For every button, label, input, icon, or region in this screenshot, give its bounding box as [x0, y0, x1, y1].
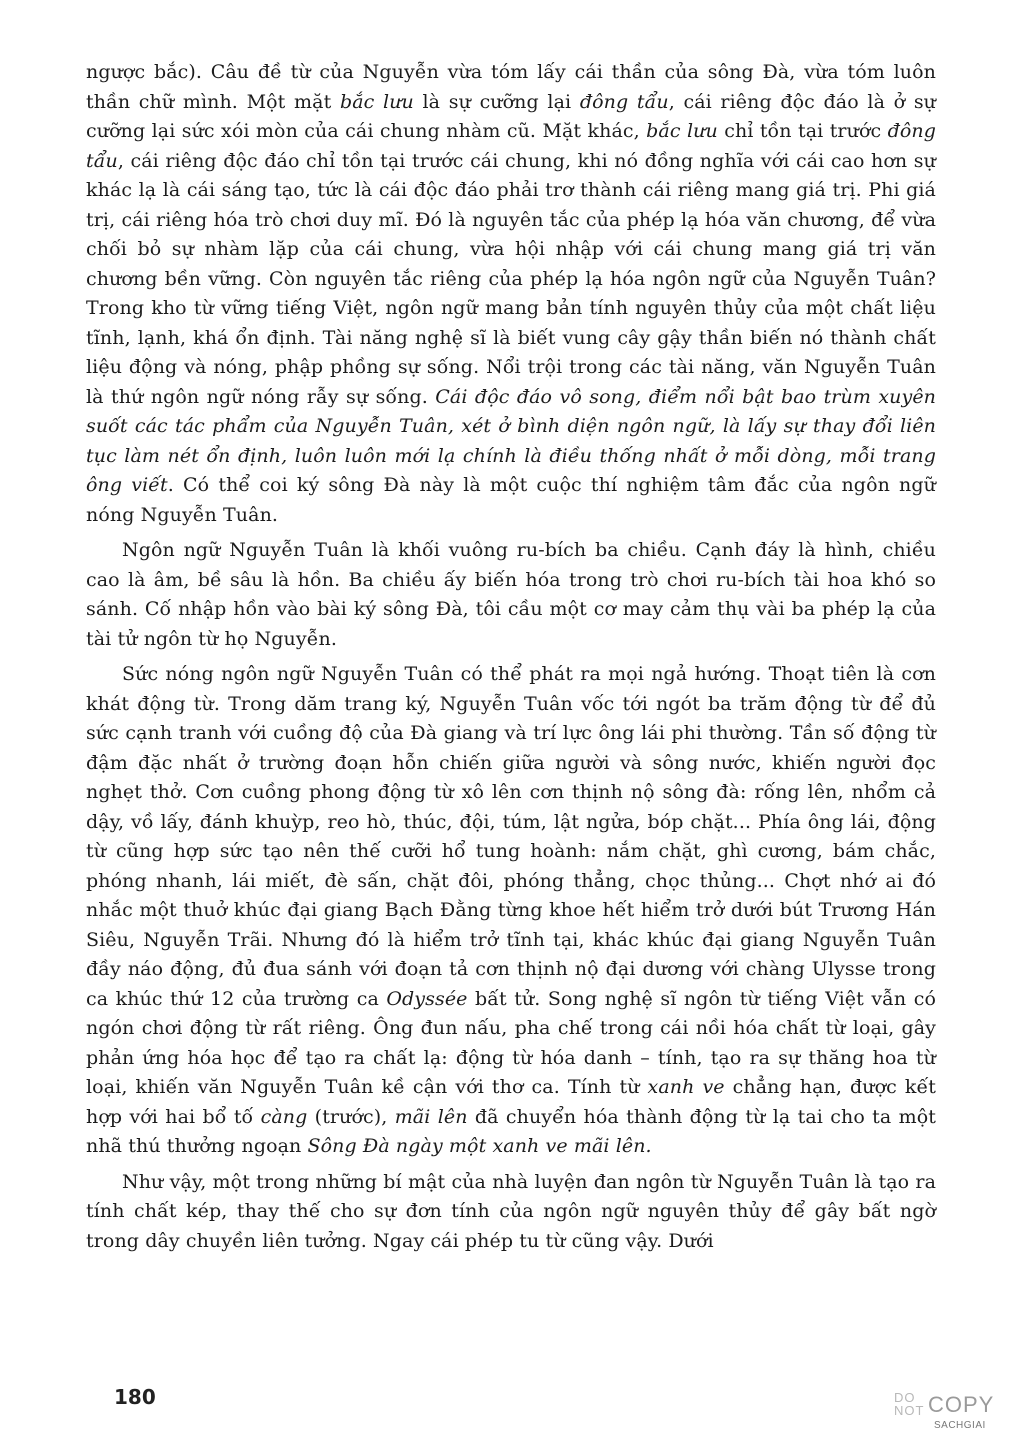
italic-run: bắc lưu: [646, 120, 718, 142]
italic-run: Cái độc đáo vô song, điểm nổi bật bao trùm xuyên suốt các tác phẩm của Nguyễn Tuân, xét ở bình diện ngôn ngữ, là lấy sự thay đổi liên tục làm nét ổn định, luôn luôn mới lạ chính là điều thống nhất ở mỗi dòng, mỗi trang ông viết: [86, 385, 937, 496]
paragraph: [86, 1168, 936, 1257]
italic-run: đông tẩu: [579, 90, 669, 113]
body-text: [86, 58, 936, 1256]
italic-run: Sông Đà ngày một xanh ve mãi lên.: [307, 1135, 652, 1157]
italic-run: mãi lên: [394, 1105, 468, 1128]
watermark-brand: SACHGIAI: [934, 1420, 986, 1431]
text-run: là sự cưỡng lại: [413, 90, 580, 113]
text-run: , cái riêng độc đáo là ở sự cưỡng lại sức xói mòn của cái chung nhàm cũ. Mặt khác,: [86, 90, 937, 142]
text-run: , cái riêng độc đáo chỉ tồn tại trước cái chung, khi nó đồng nghĩa với cái cao hơn sự khác lạ là cái sáng tạo, tức là cái độc đáo phải trơ thành cái riêng mang giá trị. Phi giá trị, cái riêng hóa trò chơi duy mĩ. Đó là nguyên tắc của phép lạ hóa văn chương, để vừa chối bỏ sự nhàm lặp của cái chung, vừa hội nhập với cái chung mang giá trị văn chương bền vững. Còn nguyên tắc riêng của phép lạ hóa ngôn ngữ của Nguyễn Tuân? Trong kho từ vững tiếng Việt, ngôn ngữ mang bản tính nguyên thủy của một chất liệu tĩnh, lạnh, khá ổn định. Tài năng nghệ sĩ là biết vung cây gậy thần biến nó thành chất liệu động và nóng, phập phồng sự sống. Nổi trội trong các tài năng, văn Nguyễn Tuân là thứ ngôn ngữ nóng rẫy sự sống.: [86, 149, 936, 408]
text-run: ngược bắc). Câu đề từ của Nguyễn vừa tóm lấy cái thần của sông Đà, vừa tóm luôn thần chữ mình. Một mặt: [86, 61, 936, 113]
text-run: bất tử. Song nghệ sĩ ngôn từ tiếng Việt vẫn có ngón chơi động từ rất riêng. Ông đun nấu, pha chế trong cái nồi hóa chất từ loại, gây phản ứng hóa học để tạo ra chất lạ: động từ hóa danh – tính, tạo ra sự thăng hoa từ loại, khiến văn Nguyễn Tuân kề cận với thơ ca. Tính từ: [86, 987, 936, 1098]
text-run: chỉ tồn tại trước: [717, 120, 888, 142]
text-run: Ngôn ngữ Nguyễn Tuân là khối vuông ru-bích ba chiều. Cạnh đáy là hình, chiều cao là âm, bề sâu là hồn. Ba chiều ấy biến hóa trong trò chơi ru-bích tài hoa khó so sánh. Cố nhập hồn vào bài ký sông Đà, tôi cầu một cơ may cảm thụ vài ba phép lạ của tài tử ngôn từ họ Nguyễn.: [86, 539, 936, 650]
text-run: Sức nóng ngôn ngữ Nguyễn Tuân có thể phát ra mọi ngả hướng. Thoạt tiên là cơn khát động từ. Trong dăm trang ký, Nguyễn Tuân vốc tới ngót ba trăm động từ để đủ sức cạnh tranh với cuồng độ của Đà giang và trí lực ông lái phi thường. Tần số động từ đậm đặc nhất ở trường đoạn hỗn chiến giữa người và sông nước, khiến người đọc nghẹt thở. Cơn cuồng phong động từ xô lên cơn thịnh nộ sông đà: rống lên, nhổm cả dậy, vồ lấy, đánh khuỳp, reo hò, thúc, đội, túm, lật ngửa, bóp chặt... Phía ông lái, động từ cũng hợp sức tạo nên thế cưỡi hổ tung hoành: nắm chặt, ghì cương, bám chắc, phóng nhanh, lái miết, đè sấn, chặt đôi, phóng thẳng, chọc thủng... Chợt nhớ ai đó nhắc một thuở khúc đại giang Bạch Đằng từng khoe hết hiểm trở dưới bút Trương Hán Siêu, Nguyễn Trãi. Nhưng đó là hiểm trở tĩnh tại, khác khúc đại giang Nguyễn Tuân đầy náo động, đủ đua sánh với đoạn tả cơn thịnh nộ đại dương với chàng Ulysse trong ca khúc thứ 12 của trường ca: [86, 663, 936, 1010]
paragraph: [86, 536, 936, 654]
italic-run: bắc lưu: [339, 90, 414, 113]
text-run: đã chuyển hóa thành động từ lạ tai cho ta một nhã thú thưởng ngoạn: [86, 1105, 937, 1157]
paragraph: [86, 58, 936, 530]
paragraph: [86, 660, 936, 1162]
text-run: . Có thể coi ký sông Đà này là một cuộc thí nghiệm tâm đắc của ngôn ngữ nóng Nguyễn Tuân.: [86, 474, 936, 526]
page-number: 180: [114, 1385, 156, 1409]
italic-run: càng: [260, 1105, 308, 1128]
text-run: chẳng hạn, được kết hợp với hai bổ tố: [86, 1076, 937, 1128]
watermark-copy: COPY: [928, 1392, 995, 1417]
italic-run: Odyssée: [386, 987, 468, 1010]
text-run: (trước),: [307, 1105, 395, 1128]
watermark-not: NOT: [894, 1403, 925, 1418]
italic-run: xanh ve: [647, 1076, 725, 1098]
italic-run: đông tẩu: [86, 120, 937, 172]
text-run: Như vậy, một trong những bí mật của nhà luyện đan ngôn từ Nguyễn Tuân là tạo ra tính chất kép, thay thế cho sự đơn tính của ngôn ngữ nguyên thủy để gây bất ngờ trong dây chuyền liên tưởng. Ngay cái phép tu từ cũng vậy. Dưới: [86, 1170, 936, 1252]
watermark-logo: [894, 1390, 1004, 1438]
watermark-do: DO: [894, 1390, 916, 1405]
